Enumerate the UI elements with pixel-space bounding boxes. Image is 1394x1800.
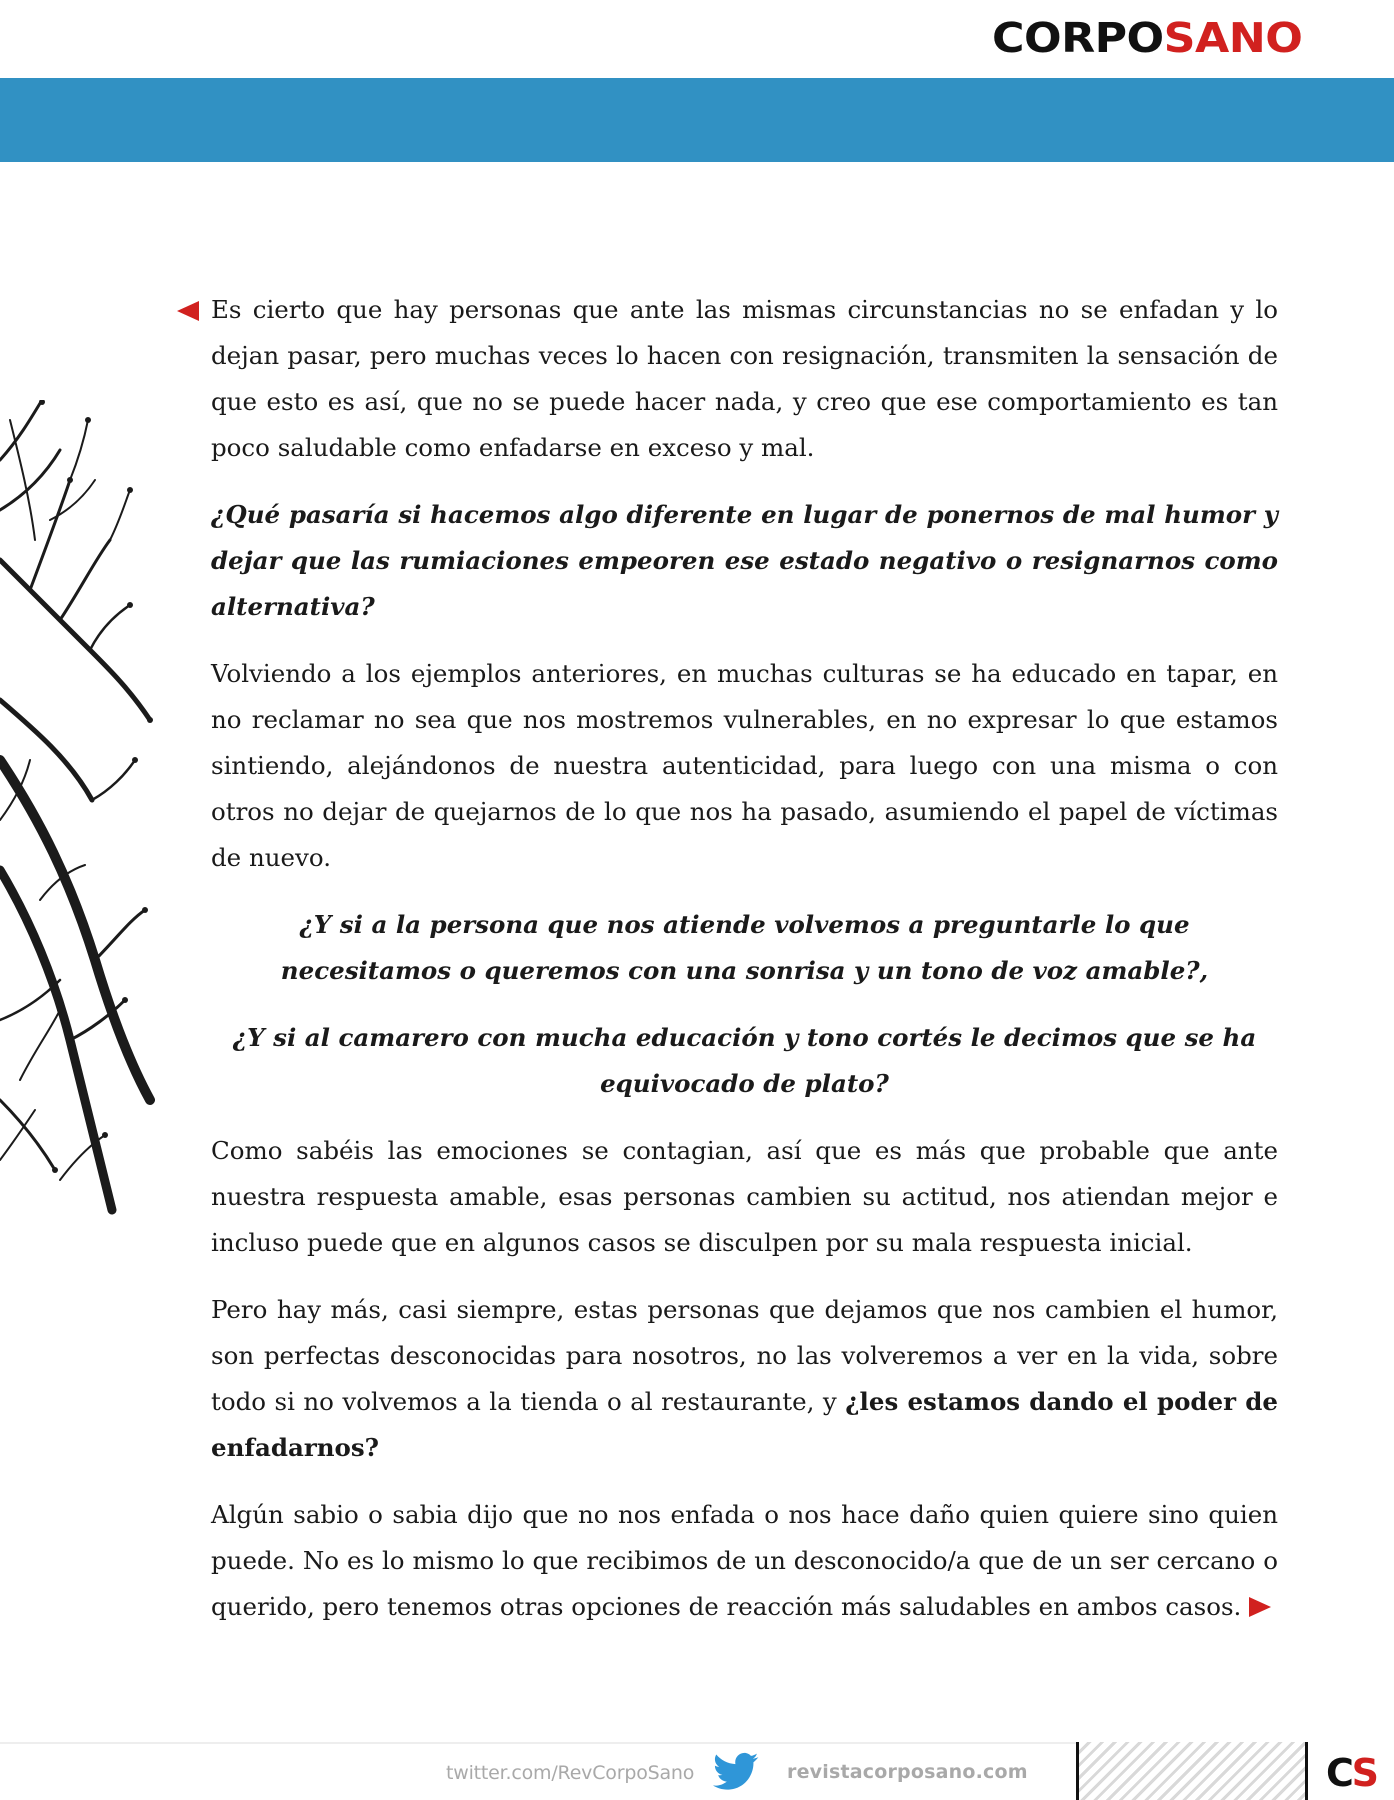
footer-divider	[0, 1742, 1076, 1744]
header-color-band	[0, 78, 1394, 162]
paragraph-4-text: Pero hay más, casi siempre, estas personas que dejamos que nos cambien el humor, son perfectas desconocidas para nosotros, no las volveremos a ver en la vida, sobre todo si no volvemos a la tienda o al restaurante, y	[211, 1295, 1278, 1416]
twitter-bird-icon	[713, 1752, 759, 1792]
footer-hatch-decoration	[1076, 1742, 1308, 1800]
paragraph-4-highlight: ¿les estamos dando el poder de enfadarnos?	[211, 1387, 1278, 1462]
logo-part-corpo: CORPO	[991, 14, 1164, 62]
paragraph-5-text: Algún sabio o sabia dijo que no nos enfada o nos hace daño quien quiere sino quien puede. No es lo mismo lo que recibimos de un desconocido/a que de un ser cercano o querido, pero tenemos otras opciones de reacción más saludables en ambos casos.	[211, 1500, 1278, 1621]
tree-branch-decoration	[0, 400, 160, 1230]
paragraph-5	[211, 1492, 1278, 1630]
page-footer	[0, 1742, 1394, 1800]
logo-part-sano: SANO	[1163, 14, 1302, 62]
paragraph-4	[211, 1287, 1278, 1471]
paragraph-2: Volviendo a los ejemplos anteriores, en muchas culturas se ha educado en tapar, en no reclamar no sea que nos mostremos vulnerables, en no expresar lo que estamos sintiendo, alejándonos de nuestra autenticidad, para luego con una misma o con otros no dejar de quejarnos de lo que nos ha pasado, asumiendo el papel de víctimas de nuevo.	[211, 659, 1278, 872]
section-start-marker-icon	[177, 301, 199, 321]
twitter-handle-link[interactable]: twitter.com/RevCorpoSano	[446, 1762, 695, 1784]
monogram-c: C	[1326, 1751, 1352, 1795]
paragraph-1-text: Es cierto que hay personas que ante las mismas circunstancias no se enfadan y lo dejan pasar, pero muchas veces lo hacen con resignación, transmiten la sensación de que esto es así, que no se puede hacer nada, y creo que ese comportamiento es tan poco saludable como enfadarse en exceso y mal.	[211, 295, 1278, 462]
question-1: ¿Qué pasaría si hacemos algo diferente en lugar de ponernos de mal humor y dejar que las rumiaciones empeoren ese estado negativo o resignarnos como alternativa?	[211, 500, 1278, 621]
paragraph-3: Como sabéis las emociones se contagian, así que es más que probable que ante nuestra respuesta amable, esas personas cambien su actitud, nos atiendan mejor e incluso puede que en algunos casos se disculpen por su mala respuesta inicial.	[211, 1136, 1278, 1257]
section-end-marker-icon	[1249, 1597, 1271, 1617]
article-body	[211, 287, 1278, 1651]
paragraph-1	[211, 287, 1278, 471]
corposano-logo	[991, 14, 1302, 62]
website-link[interactable]: revistacorposano.com	[787, 1761, 1028, 1783]
monogram-s: S	[1351, 1751, 1376, 1795]
question-3: ¿Y si al camarero con mucha educación y tono cortés le decimos que se ha equivocado de plato?	[232, 1023, 1257, 1098]
question-2: ¿Y si a la persona que nos atiende volvemos a preguntarle lo que necesitamos o queremos con una sonrisa y un tono de voz amable?,	[280, 910, 1209, 985]
masthead	[0, 0, 1394, 78]
cs-monogram-logo	[1326, 1751, 1376, 1795]
